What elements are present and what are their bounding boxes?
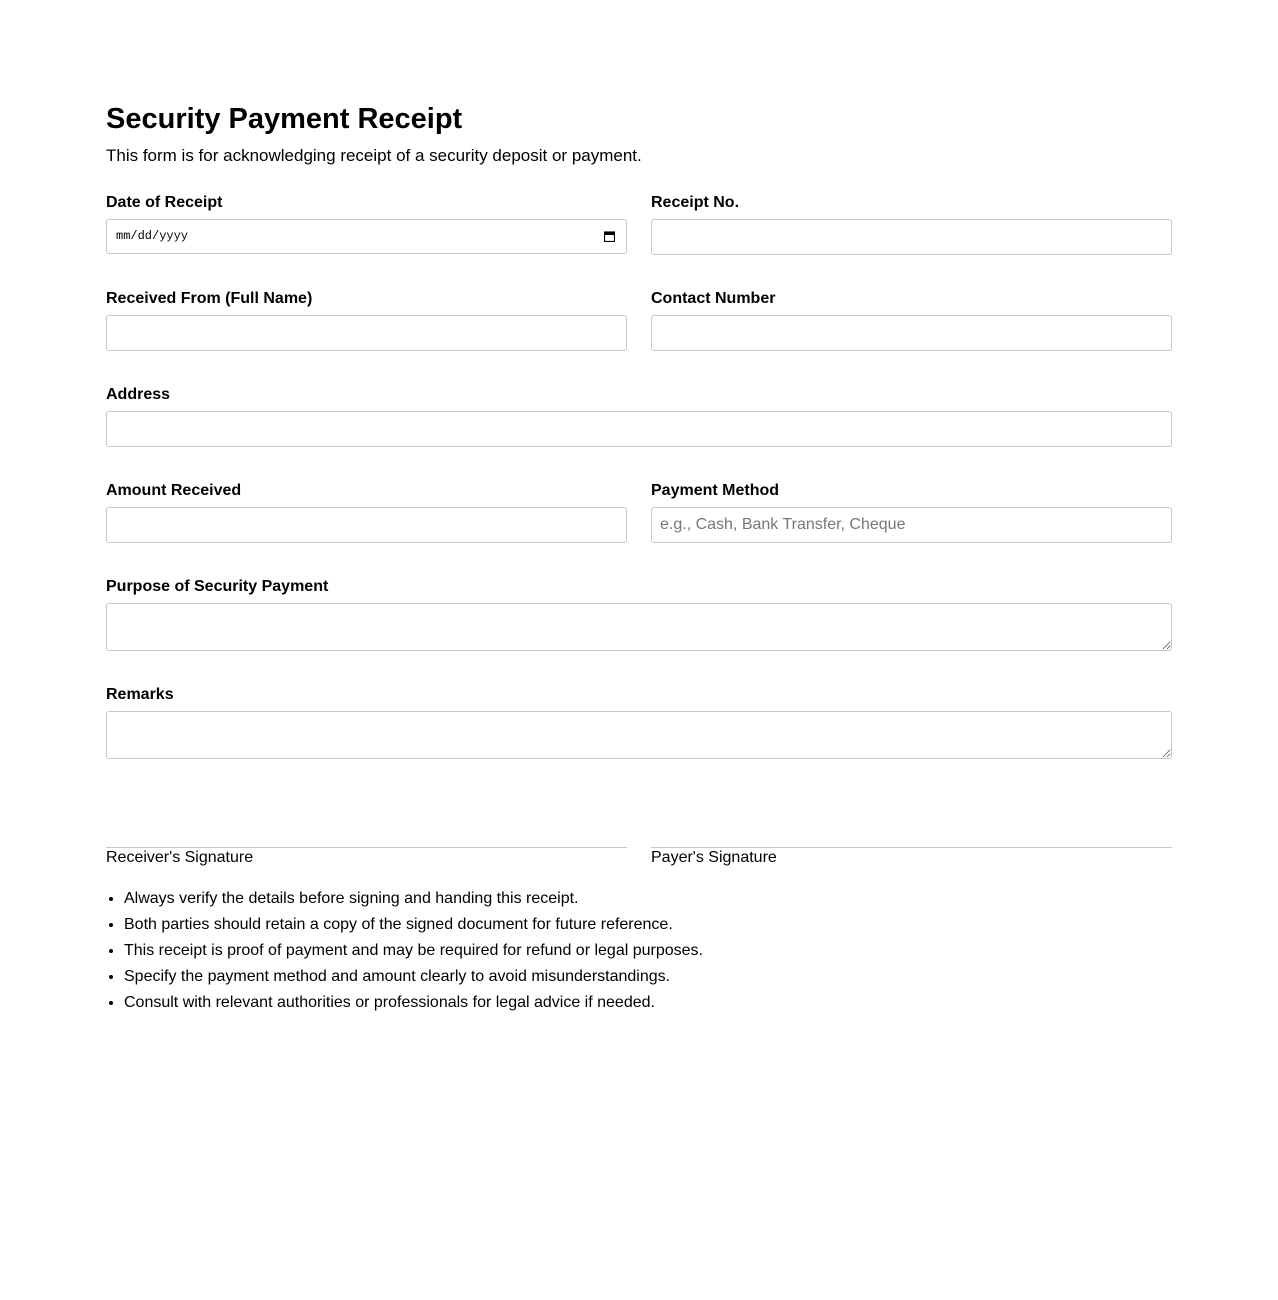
purpose-group xyxy=(106,577,1172,656)
list-item: • Consult with relevant authorities or professionals for legal advice if needed. xyxy=(124,990,703,1016)
amount-received-input[interactable] xyxy=(106,507,627,543)
address-group xyxy=(106,385,1172,447)
page-title: Security Payment Receipt xyxy=(106,103,463,135)
payer-signature-label: Payer's Signature xyxy=(651,849,777,866)
date-placeholder: mm/dd/yyyy xyxy=(116,229,189,243)
receipt-no-input[interactable] xyxy=(651,219,1172,255)
remarks-textarea[interactable] xyxy=(106,711,1172,759)
date-of-receipt-group xyxy=(106,193,627,254)
address-input[interactable] xyxy=(106,411,1172,447)
payment-method-group xyxy=(651,481,1172,543)
address-label: Address xyxy=(106,386,171,403)
amount-received-group xyxy=(106,481,627,543)
remarks-group xyxy=(106,685,1172,764)
purpose-textarea[interactable] xyxy=(106,603,1172,651)
form-description: This form is for acknowledging receipt of a security deposit or payment. xyxy=(106,146,642,165)
contact-number-input[interactable] xyxy=(651,315,1172,351)
purpose-label: Purpose of Security Payment xyxy=(106,578,329,595)
payment-method-input[interactable] xyxy=(651,507,1172,543)
list-item: • Specify the payment method and amount clearly to avoid misunderstandings. xyxy=(124,964,703,990)
list-item: • Always verify the details before signing and handing this receipt. xyxy=(124,886,703,912)
list-item: • This receipt is proof of payment and may be required for refund or legal purposes. xyxy=(124,938,703,964)
payer-signature-line xyxy=(651,847,1172,867)
received-from-input[interactable] xyxy=(106,315,627,351)
calendar-icon[interactable] xyxy=(604,231,615,242)
date-of-receipt-input[interactable] xyxy=(106,219,627,254)
contact-number-label: Contact Number xyxy=(651,290,776,307)
date-of-receipt-label: Date of Receipt xyxy=(106,194,223,211)
payment-method-label: Payment Method xyxy=(651,482,780,499)
receiver-signature-line xyxy=(106,847,627,867)
received-from-label: Received From (Full Name) xyxy=(106,290,313,307)
amount-received-label: Amount Received xyxy=(106,482,242,499)
received-from-group xyxy=(106,289,627,351)
receipt-no-group xyxy=(651,193,1172,255)
notes-list xyxy=(106,886,703,1016)
receiver-signature-label: Receiver's Signature xyxy=(106,849,254,866)
remarks-label: Remarks xyxy=(106,686,174,703)
contact-number-group xyxy=(651,289,1172,351)
receipt-no-label: Receipt No. xyxy=(651,194,740,211)
list-item: • Both parties should retain a copy of the signed document for future reference. xyxy=(124,912,703,938)
